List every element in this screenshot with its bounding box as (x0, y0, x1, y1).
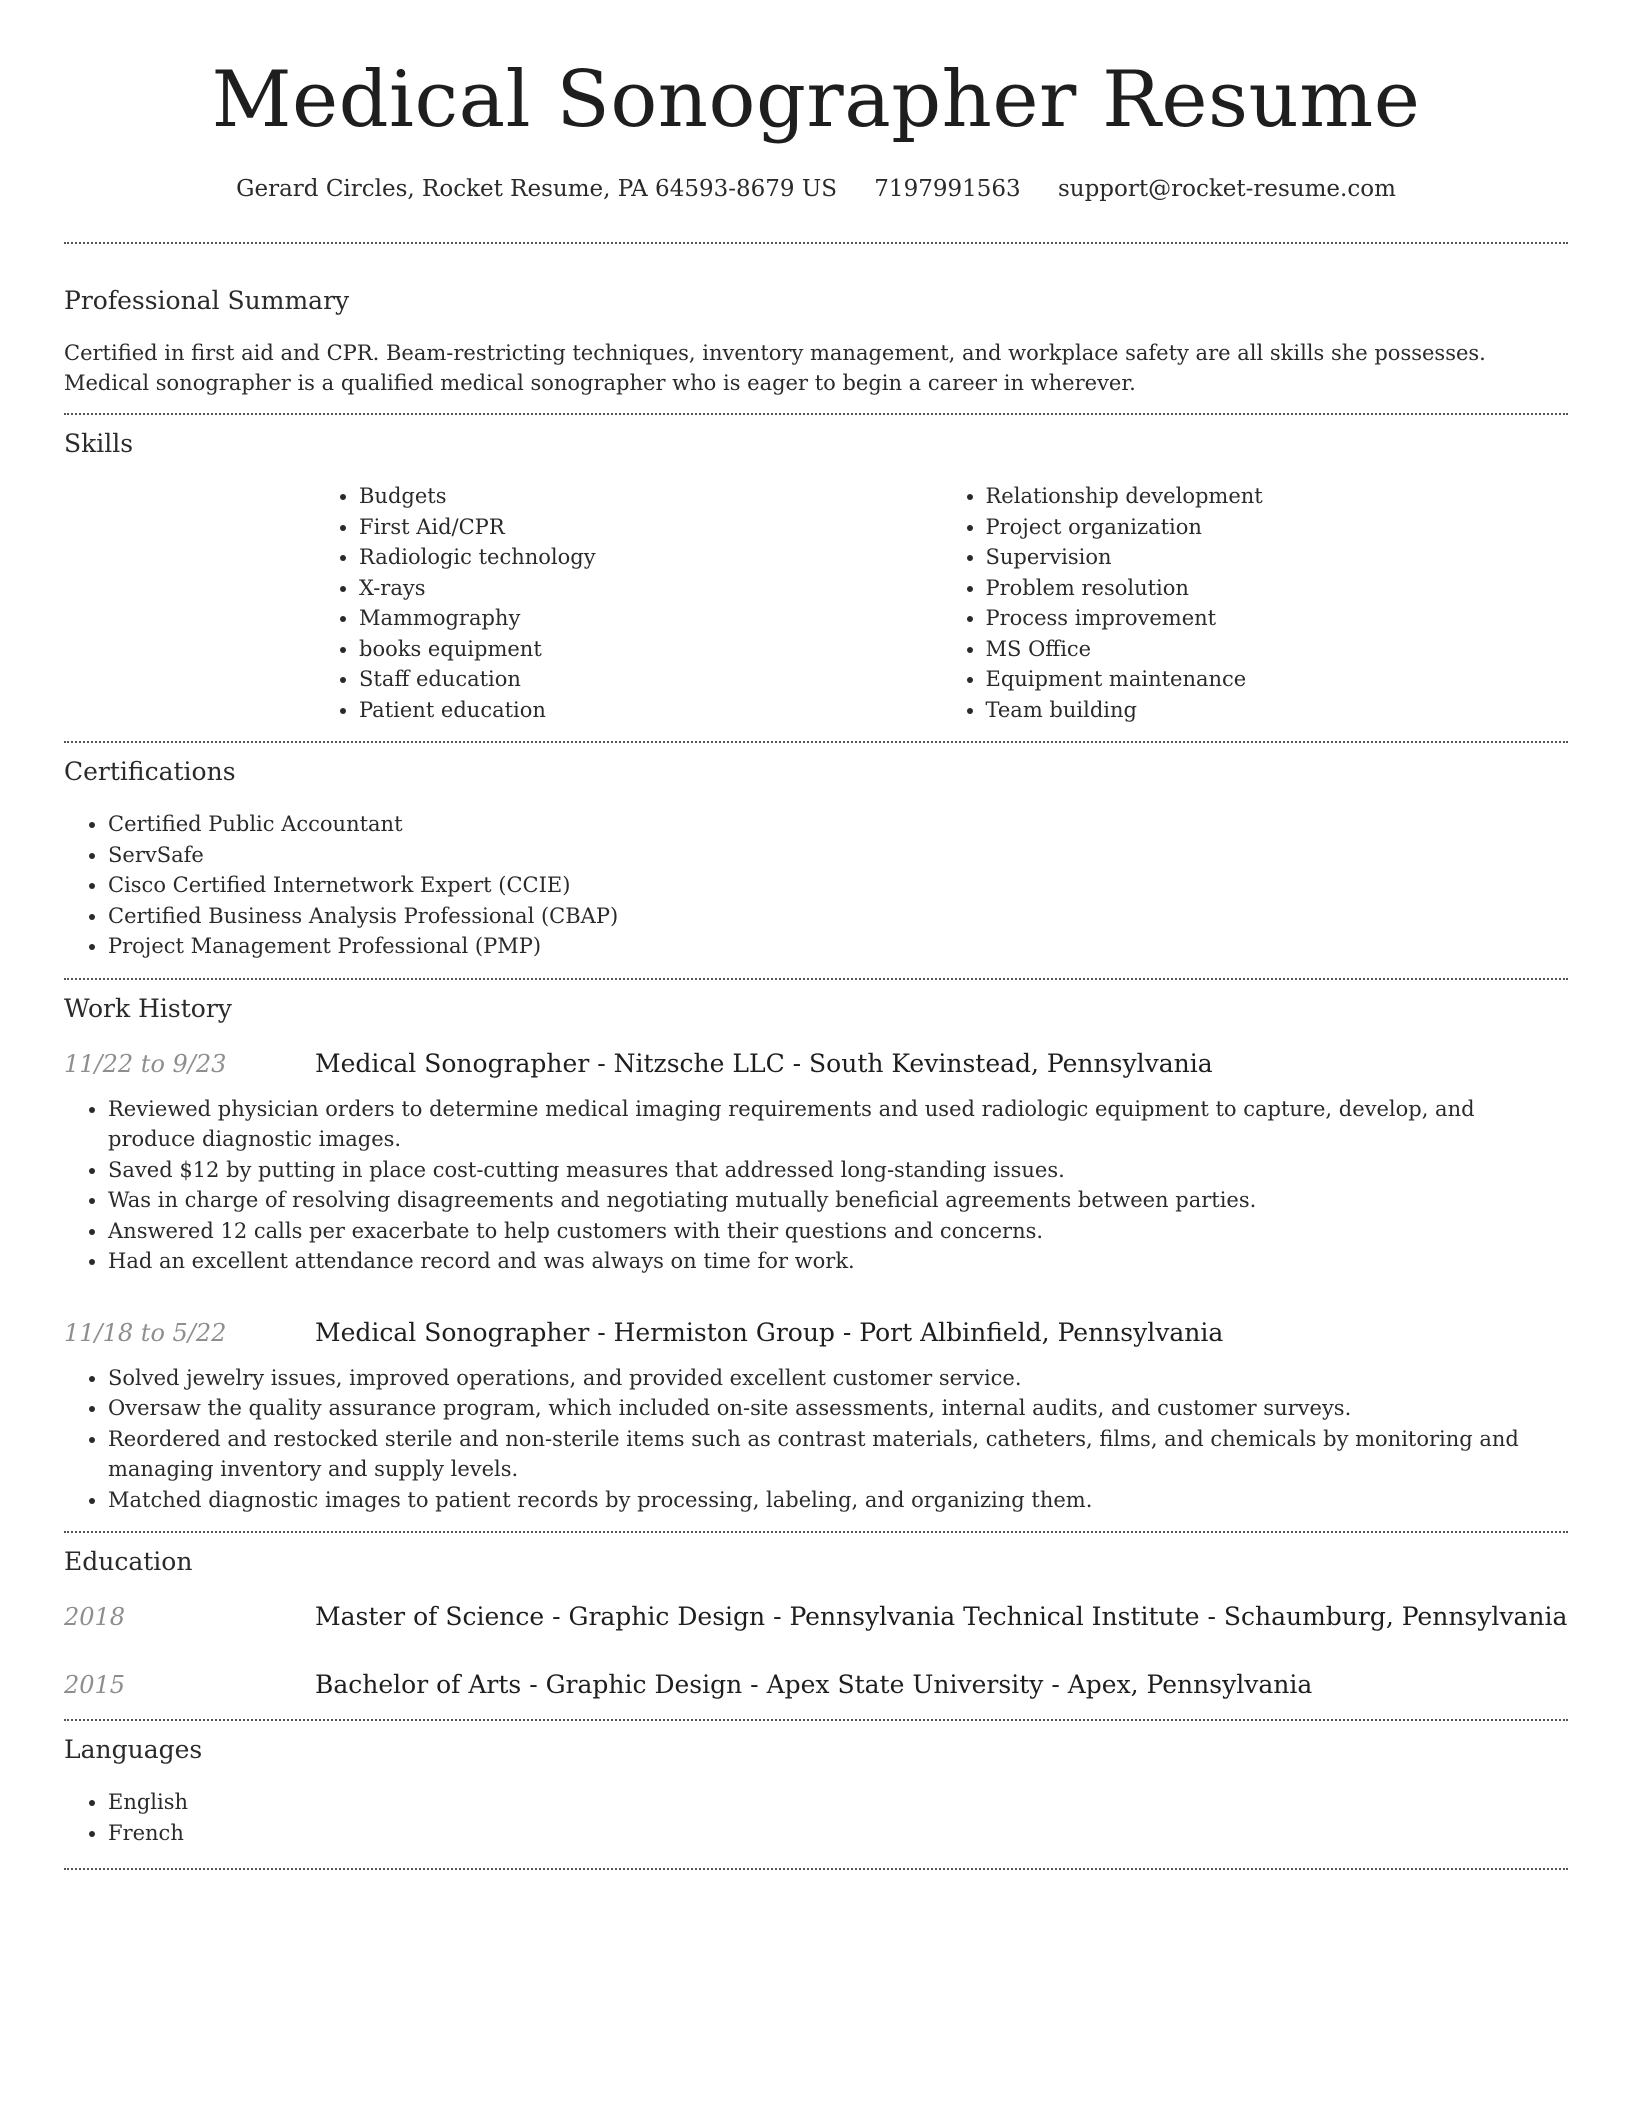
certifications-heading: Certifications (64, 757, 236, 786)
skills-list-right (942, 481, 1569, 725)
job-bullet: • Solved jewelry issues, improved operations, and provided excellent customer service. (108, 1363, 1568, 1394)
section-divider (64, 242, 1568, 244)
job-bullet: • Had an excellent attendance record and was always on time for work. (108, 1246, 1568, 1277)
certification-item: • Project Management Professional (PMP) (108, 931, 1568, 962)
job-header (64, 1048, 1568, 1080)
contact-phone: 7197991563 (874, 176, 1021, 202)
job-entry (64, 1048, 1568, 1277)
education-entry (64, 1669, 1568, 1701)
education-section (64, 1547, 1568, 1701)
skill-item: • First Aid/CPR (359, 512, 942, 543)
language-item: • French (108, 1818, 1568, 1849)
education-degree: Master of Science - Graphic Design - Pennsylvania Technical Institute - Schaumburg, Pennsylvania (315, 1602, 1568, 1631)
job-bullet: • Reviewed physician orders to determine medical imaging requirements and used radiologic equipment to capture, develop, and produce diagnostic images. (108, 1094, 1568, 1155)
section-divider (64, 413, 1568, 415)
section-divider (64, 978, 1568, 980)
job-bullet: • Saved $12 by putting in place cost-cutting measures that addressed long-standing issues. (108, 1155, 1568, 1186)
skill-item: • X-rays (359, 573, 942, 604)
skills-list-left (315, 481, 942, 725)
skill-item: • Radiologic technology (359, 542, 942, 573)
skill-item: • Mammography (359, 603, 942, 634)
skill-item: • Project organization (986, 512, 1569, 543)
certification-item: • Certified Business Analysis Professional (CBAP) (108, 901, 1568, 932)
job-bullets (64, 1363, 1568, 1516)
skill-item: • Staff education (359, 664, 942, 695)
skill-item: • Budgets (359, 481, 942, 512)
work-history-heading: Work History (64, 993, 232, 1023)
work-history-section (64, 994, 1568, 1516)
skill-item: • Team building (986, 695, 1569, 726)
section-divider (64, 741, 1568, 743)
skills-grid (315, 481, 1568, 725)
education-entry (64, 1601, 1568, 1633)
skill-item: • Relationship development (986, 481, 1569, 512)
certification-item: • Certified Public Accountant (108, 809, 1568, 840)
certification-item: • ServSafe (108, 840, 1568, 871)
job-bullet: • Answered 12 calls per exacerbate to help customers with their questions and concerns. (108, 1216, 1568, 1247)
certifications-section (64, 757, 1568, 962)
skill-item: • Process improvement (986, 603, 1569, 634)
job-bullet: • Oversaw the quality assurance program, which included on-site assessments, internal audits, and customer surveys. (108, 1393, 1568, 1424)
job-entry (64, 1317, 1568, 1516)
summary-section (64, 286, 1568, 398)
education-year: 2018 (64, 1603, 126, 1631)
job-bullet: • Was in charge of resolving disagreements and negotiating mutually beneficial agreements between parties. (108, 1185, 1568, 1216)
skill-item: • books equipment (359, 634, 942, 665)
job-dates: 11/22 to 9/23 (64, 1049, 227, 1078)
job-title: Medical Sonographer - Hermiston Group - Port Albinfield, Pennsylvania (315, 1317, 1224, 1347)
skills-section (64, 429, 1568, 725)
job-bullet: • Reordered and restocked sterile and non-sterile items such as contrast materials, catheters, films, and chemicals by monitoring and managing inventory and supply levels. (108, 1424, 1568, 1485)
job-bullets (64, 1094, 1568, 1277)
languages-heading: Languages (64, 1735, 203, 1764)
certification-item: • Cisco Certified Internetwork Expert (CCIE) (108, 870, 1568, 901)
skill-item: • Equipment maintenance (986, 664, 1569, 695)
languages-list (64, 1787, 1568, 1848)
education-degree: Bachelor of Arts - Graphic Design - Apex State University - Apex, Pennsylvania (315, 1670, 1313, 1699)
job-dates: 11/18 to 5/22 (64, 1318, 227, 1347)
job-bullet: • Matched diagnostic images to patient records by processing, labeling, and organizing them. (108, 1485, 1568, 1516)
section-divider (64, 1719, 1568, 1721)
certifications-list (64, 809, 1568, 962)
skill-item: • Patient education (359, 695, 942, 726)
languages-section (64, 1735, 1568, 1848)
skills-heading: Skills (64, 429, 134, 458)
summary-text: Certified in first aid and CPR. Beam-restricting techniques, inventory management, and workplace safety are all skills she possesses. Medical sonographer is a qualified medical sonographer who is eager to begin a career in wherever. (64, 341, 1486, 395)
resume-title: Medical Sonographer Resume (211, 55, 1421, 145)
contact-email: support@rocket-resume.com (1057, 176, 1396, 202)
education-heading: Education (64, 1547, 193, 1576)
education-year: 2015 (64, 1671, 126, 1699)
summary-heading: Professional Summary (64, 286, 350, 315)
skill-item: • MS Office (986, 634, 1569, 665)
section-divider (64, 1868, 1568, 1870)
skill-item: • Supervision (986, 542, 1569, 573)
skill-item: • Problem resolution (986, 573, 1569, 604)
job-title: Medical Sonographer - Nitzsche LLC - South Kevinstead, Pennsylvania (315, 1048, 1213, 1078)
job-header (64, 1317, 1568, 1349)
language-item: • English (108, 1787, 1568, 1818)
contact-line (64, 174, 1568, 204)
section-divider (64, 1531, 1568, 1533)
contact-address: Gerard Circles, Rocket Resume, PA 64593-8679 US (236, 176, 837, 202)
